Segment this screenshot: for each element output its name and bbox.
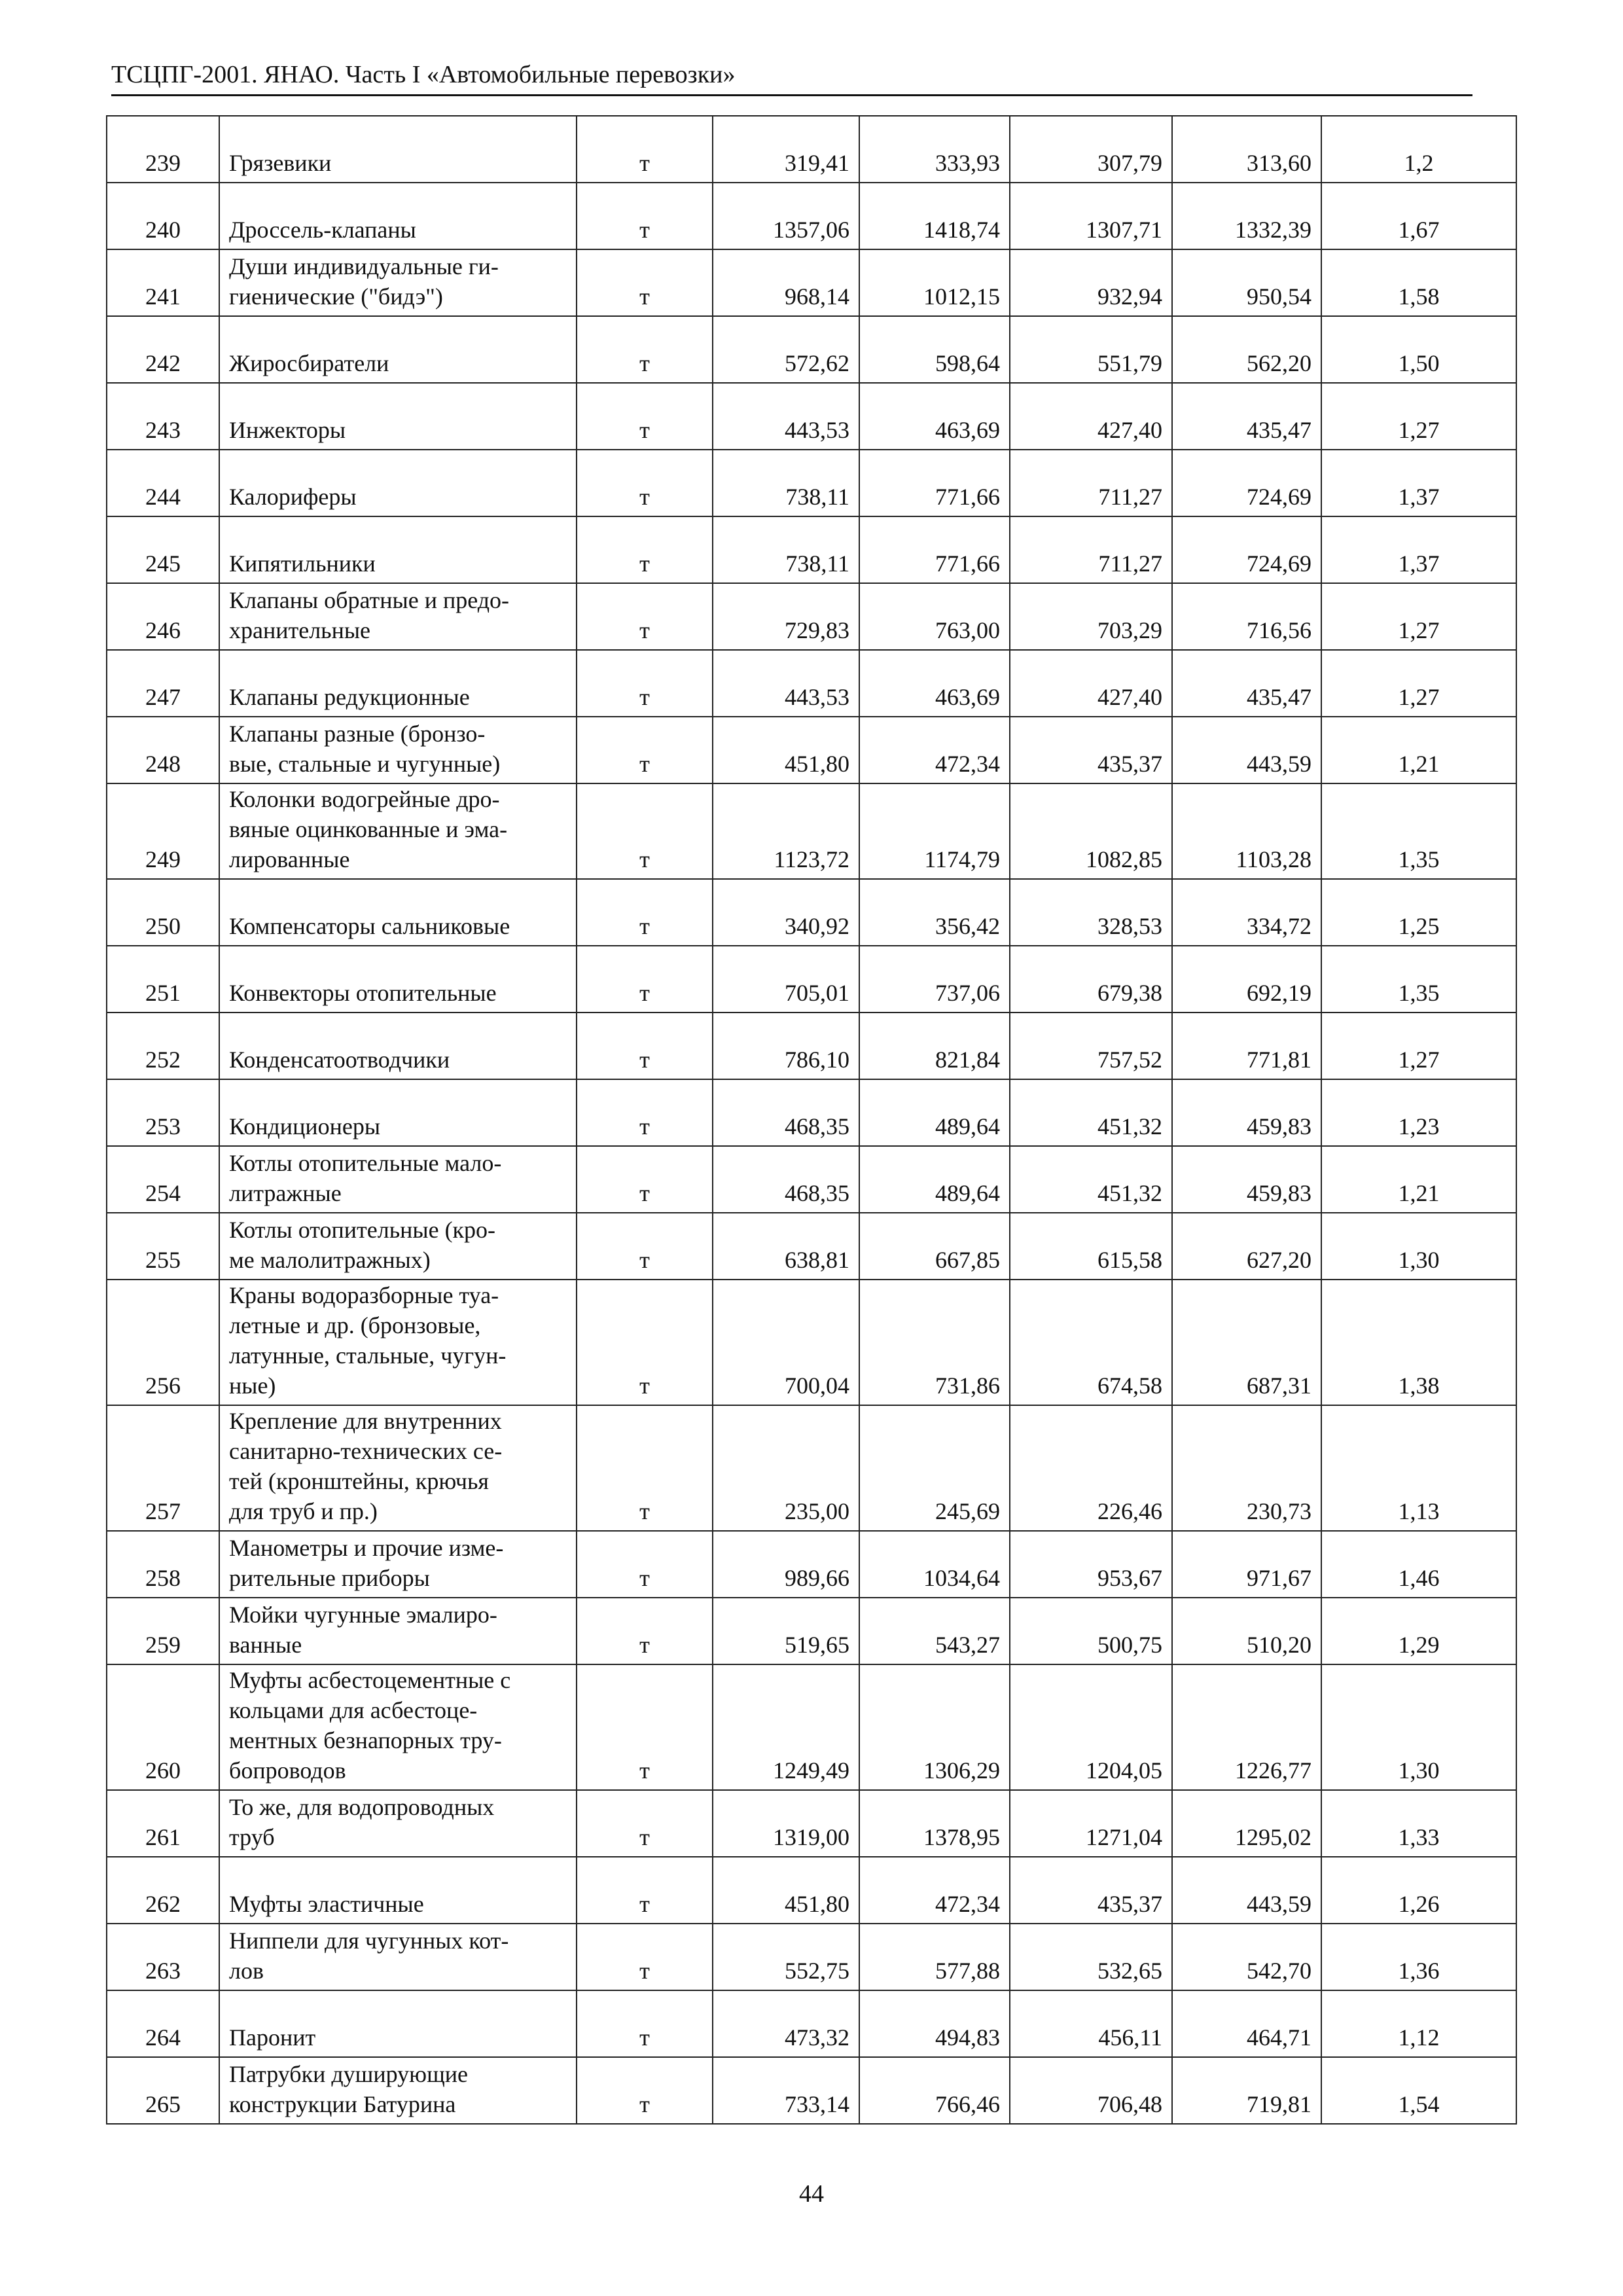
price-1: 319,41 [713, 116, 859, 183]
table-row [107, 1013, 1516, 1079]
item-name: Клапаны обратные и предо- хранительные [219, 583, 577, 650]
price-2: 543,27 [859, 1598, 1010, 1664]
row-number: 253 [107, 1079, 219, 1146]
price-4: 459,83 [1172, 1079, 1321, 1146]
row-number: 254 [107, 1146, 219, 1213]
price-3: 1271,04 [1010, 1790, 1172, 1857]
unit: т [577, 450, 713, 516]
price-1: 733,14 [713, 2057, 859, 2124]
price-4: 562,20 [1172, 316, 1321, 383]
price-1: 786,10 [713, 1013, 859, 1079]
table-row [107, 2057, 1516, 2124]
row-number: 239 [107, 116, 219, 183]
coefficient: 1,23 [1321, 1079, 1516, 1146]
row-number: 242 [107, 316, 219, 383]
table-row [107, 1990, 1516, 2057]
table-row [107, 1924, 1516, 1990]
item-name: Кондиционеры [219, 1079, 577, 1146]
price-3: 711,27 [1010, 450, 1172, 516]
row-number: 264 [107, 1990, 219, 2057]
item-name: Котлы отопительные (кро- ме малолитражных) [219, 1213, 577, 1280]
unit: т [577, 1790, 713, 1857]
price-3: 1082,85 [1010, 783, 1172, 879]
item-name: Крепление для внутренних санитарно-технических се- тей (кронштейны, крючья для труб и пр.) [219, 1405, 577, 1531]
item-name: Конвекторы отопительные [219, 946, 577, 1013]
price-2: 494,83 [859, 1990, 1010, 2057]
row-number: 249 [107, 783, 219, 879]
coefficient: 1,27 [1321, 1013, 1516, 1079]
price-2: 1418,74 [859, 183, 1010, 249]
row-number: 262 [107, 1857, 219, 1924]
price-4: 435,47 [1172, 650, 1321, 717]
price-1: 1123,72 [713, 783, 859, 879]
price-3: 456,11 [1010, 1990, 1172, 2057]
price-2: 737,06 [859, 946, 1010, 1013]
price-4: 313,60 [1172, 116, 1321, 183]
unit: т [577, 946, 713, 1013]
item-name: Муфты эластичные [219, 1857, 577, 1924]
row-number: 257 [107, 1405, 219, 1531]
price-2: 245,69 [859, 1405, 1010, 1531]
price-2: 821,84 [859, 1013, 1010, 1079]
row-number: 240 [107, 183, 219, 249]
unit: т [577, 1079, 713, 1146]
row-number: 248 [107, 717, 219, 783]
price-1: 473,32 [713, 1990, 859, 2057]
row-number: 244 [107, 450, 219, 516]
row-number: 252 [107, 1013, 219, 1079]
price-1: 451,80 [713, 717, 859, 783]
row-number: 260 [107, 1664, 219, 1790]
row-number: 246 [107, 583, 219, 650]
price-1: 340,92 [713, 879, 859, 946]
coefficient: 1,12 [1321, 1990, 1516, 2057]
coefficient: 1,50 [1321, 316, 1516, 383]
item-name: Клапаны редукционные [219, 650, 577, 717]
price-2: 1034,64 [859, 1531, 1010, 1598]
table-row [107, 383, 1516, 450]
price-1: 552,75 [713, 1924, 859, 1990]
row-number: 259 [107, 1598, 219, 1664]
coefficient: 1,35 [1321, 783, 1516, 879]
price-1: 700,04 [713, 1280, 859, 1405]
price-1: 638,81 [713, 1213, 859, 1280]
price-2: 333,93 [859, 116, 1010, 183]
row-number: 250 [107, 879, 219, 946]
table-row [107, 1146, 1516, 1213]
item-name: Компенсаторы сальниковые [219, 879, 577, 946]
table-row [107, 316, 1516, 383]
table-row [107, 450, 1516, 516]
price-2: 771,66 [859, 450, 1010, 516]
price-4: 459,83 [1172, 1146, 1321, 1213]
row-number: 251 [107, 946, 219, 1013]
price-2: 1012,15 [859, 249, 1010, 316]
price-3: 703,29 [1010, 583, 1172, 650]
item-name: Грязевики [219, 116, 577, 183]
coefficient: 1,27 [1321, 383, 1516, 450]
item-name: Манометры и прочие изме- рительные приборы [219, 1531, 577, 1598]
row-number: 258 [107, 1531, 219, 1598]
item-name: Дроссель-клапаны [219, 183, 577, 249]
coefficient: 1,29 [1321, 1598, 1516, 1664]
table-row [107, 1531, 1516, 1598]
item-name: Краны водоразборные туа- летные и др. (бронзовые, латунные, стальные, чугун- ные) [219, 1280, 577, 1405]
item-name: Клапаны разные (бронзо- вые, стальные и чугунные) [219, 717, 577, 783]
price-3: 757,52 [1010, 1013, 1172, 1079]
item-name: Конденсатоотводчики [219, 1013, 577, 1079]
price-2: 731,86 [859, 1280, 1010, 1405]
price-1: 968,14 [713, 249, 859, 316]
price-4: 1103,28 [1172, 783, 1321, 879]
price-2: 1306,29 [859, 1664, 1010, 1790]
price-1: 235,00 [713, 1405, 859, 1531]
price-3: 1307,71 [1010, 183, 1172, 249]
price-3: 932,94 [1010, 249, 1172, 316]
price-1: 451,80 [713, 1857, 859, 1924]
unit: т [577, 1990, 713, 2057]
item-name: Души индивидуальные ги- гиенические ("бидэ") [219, 249, 577, 316]
item-name: Мойки чугунные эмалиро- ванные [219, 1598, 577, 1664]
table-row [107, 1857, 1516, 1924]
price-3: 427,40 [1010, 650, 1172, 717]
item-name: Котлы отопительные мало- литражные [219, 1146, 577, 1213]
price-4: 230,73 [1172, 1405, 1321, 1531]
unit: т [577, 1598, 713, 1664]
unit: т [577, 116, 713, 183]
price-4: 724,69 [1172, 516, 1321, 583]
price-2: 763,00 [859, 583, 1010, 650]
header-rule [111, 94, 1472, 96]
unit: т [577, 516, 713, 583]
price-2: 489,64 [859, 1079, 1010, 1146]
item-name: Муфты асбестоцементные с кольцами для асбестоце- ментных безнапорных тру- бопроводов [219, 1664, 577, 1790]
unit: т [577, 183, 713, 249]
price-3: 500,75 [1010, 1598, 1172, 1664]
price-4: 1332,39 [1172, 183, 1321, 249]
price-3: 551,79 [1010, 316, 1172, 383]
coefficient: 1,54 [1321, 2057, 1516, 2124]
unit: т [577, 1924, 713, 1990]
coefficient: 1,30 [1321, 1213, 1516, 1280]
price-1: 519,65 [713, 1598, 859, 1664]
unit: т [577, 717, 713, 783]
document-header: ТСЦПГ-2001. ЯНАО. Часть I «Автомобильные перевозки» [111, 61, 736, 88]
price-1: 738,11 [713, 516, 859, 583]
price-1: 705,01 [713, 946, 859, 1013]
price-3: 451,32 [1010, 1079, 1172, 1146]
unit: т [577, 2057, 713, 2124]
table-row [107, 516, 1516, 583]
row-number: 241 [107, 249, 219, 316]
price-3: 1204,05 [1010, 1664, 1172, 1790]
unit: т [577, 650, 713, 717]
table-row [107, 946, 1516, 1013]
coefficient: 1,25 [1321, 879, 1516, 946]
coefficient: 1,37 [1321, 450, 1516, 516]
unit: т [577, 783, 713, 879]
item-name: Ниппели для чугунных кот- лов [219, 1924, 577, 1990]
price-4: 971,67 [1172, 1531, 1321, 1598]
price-3: 953,67 [1010, 1531, 1172, 1598]
price-4: 1226,77 [1172, 1664, 1321, 1790]
price-2: 472,34 [859, 1857, 1010, 1924]
table-row [107, 1790, 1516, 1857]
price-2: 1378,95 [859, 1790, 1010, 1857]
table-body [107, 116, 1516, 2124]
coefficient: 1,58 [1321, 249, 1516, 316]
row-number: 265 [107, 2057, 219, 2124]
row-number: 245 [107, 516, 219, 583]
coefficient: 1,36 [1321, 1924, 1516, 1990]
row-number: 255 [107, 1213, 219, 1280]
price-3: 679,38 [1010, 946, 1172, 1013]
price-2: 463,69 [859, 383, 1010, 450]
price-3: 427,40 [1010, 383, 1172, 450]
coefficient: 1,13 [1321, 1405, 1516, 1531]
unit: т [577, 383, 713, 450]
row-number: 247 [107, 650, 219, 717]
price-3: 532,65 [1010, 1924, 1172, 1990]
price-3: 706,48 [1010, 2057, 1172, 2124]
coefficient: 1,2 [1321, 116, 1516, 183]
item-name: Жиросбиратели [219, 316, 577, 383]
table-row [107, 1664, 1516, 1790]
coefficient: 1,21 [1321, 717, 1516, 783]
item-name: Колонки водогрейные дро- вяные оцинкованные и эма- лированные [219, 783, 577, 879]
table-row [107, 1598, 1516, 1664]
price-1: 1249,49 [713, 1664, 859, 1790]
price-4: 542,70 [1172, 1924, 1321, 1990]
unit: т [577, 1857, 713, 1924]
price-1: 468,35 [713, 1079, 859, 1146]
price-4: 687,31 [1172, 1280, 1321, 1405]
price-4: 464,71 [1172, 1990, 1321, 2057]
price-1: 572,62 [713, 316, 859, 383]
price-1: 443,53 [713, 650, 859, 717]
table-row [107, 1079, 1516, 1146]
price-4: 724,69 [1172, 450, 1321, 516]
price-1: 468,35 [713, 1146, 859, 1213]
price-3: 451,32 [1010, 1146, 1172, 1213]
price-4: 692,19 [1172, 946, 1321, 1013]
coefficient: 1,46 [1321, 1531, 1516, 1598]
item-name: Паронит [219, 1990, 577, 2057]
unit: т [577, 1531, 713, 1598]
price-1: 443,53 [713, 383, 859, 450]
coefficient: 1,30 [1321, 1664, 1516, 1790]
table-row [107, 650, 1516, 717]
coefficient: 1,26 [1321, 1857, 1516, 1924]
price-4: 1295,02 [1172, 1790, 1321, 1857]
unit: т [577, 1405, 713, 1531]
row-number: 243 [107, 383, 219, 450]
item-name: Патрубки душирующие конструкции Батурина [219, 2057, 577, 2124]
table-row [107, 783, 1516, 879]
item-name: То же, для водопроводных труб [219, 1790, 577, 1857]
coefficient: 1,37 [1321, 516, 1516, 583]
price-2: 356,42 [859, 879, 1010, 946]
coefficient: 1,27 [1321, 583, 1516, 650]
price-4: 950,54 [1172, 249, 1321, 316]
price-3: 226,46 [1010, 1405, 1172, 1531]
price-3: 674,58 [1010, 1280, 1172, 1405]
price-2: 472,34 [859, 717, 1010, 783]
coefficient: 1,21 [1321, 1146, 1516, 1213]
price-2: 489,64 [859, 1146, 1010, 1213]
price-3: 615,58 [1010, 1213, 1172, 1280]
unit: т [577, 1664, 713, 1790]
table-row [107, 717, 1516, 783]
price-2: 577,88 [859, 1924, 1010, 1990]
unit: т [577, 583, 713, 650]
price-1: 1319,00 [713, 1790, 859, 1857]
table-row [107, 1280, 1516, 1405]
price-2: 598,64 [859, 316, 1010, 383]
table-row [107, 1213, 1516, 1280]
row-number: 261 [107, 1790, 219, 1857]
row-number: 256 [107, 1280, 219, 1405]
price-table [106, 115, 1517, 2125]
price-4: 435,47 [1172, 383, 1321, 450]
price-2: 463,69 [859, 650, 1010, 717]
price-4: 510,20 [1172, 1598, 1321, 1664]
price-4: 334,72 [1172, 879, 1321, 946]
price-4: 443,59 [1172, 1857, 1321, 1924]
page-number: 44 [799, 2180, 824, 2208]
price-3: 711,27 [1010, 516, 1172, 583]
price-4: 719,81 [1172, 2057, 1321, 2124]
unit: т [577, 1213, 713, 1280]
table-row [107, 1405, 1516, 1531]
price-1: 1357,06 [713, 183, 859, 249]
item-name: Кипятильники [219, 516, 577, 583]
price-3: 435,37 [1010, 717, 1172, 783]
coefficient: 1,33 [1321, 1790, 1516, 1857]
price-2: 771,66 [859, 516, 1010, 583]
coefficient: 1,27 [1321, 650, 1516, 717]
row-number: 263 [107, 1924, 219, 1990]
price-3: 435,37 [1010, 1857, 1172, 1924]
table-row [107, 183, 1516, 249]
unit: т [577, 1013, 713, 1079]
coefficient: 1,38 [1321, 1280, 1516, 1405]
unit: т [577, 879, 713, 946]
price-1: 729,83 [713, 583, 859, 650]
unit: т [577, 316, 713, 383]
price-3: 328,53 [1010, 879, 1172, 946]
price-1: 989,66 [713, 1531, 859, 1598]
price-4: 771,81 [1172, 1013, 1321, 1079]
price-2: 766,46 [859, 2057, 1010, 2124]
item-name: Калориферы [219, 450, 577, 516]
coefficient: 1,67 [1321, 183, 1516, 249]
unit: т [577, 1280, 713, 1405]
table-row [107, 116, 1516, 183]
unit: т [577, 249, 713, 316]
price-3: 307,79 [1010, 116, 1172, 183]
price-4: 716,56 [1172, 583, 1321, 650]
price-4: 627,20 [1172, 1213, 1321, 1280]
price-2: 1174,79 [859, 783, 1010, 879]
price-1: 738,11 [713, 450, 859, 516]
price-4: 443,59 [1172, 717, 1321, 783]
price-2: 667,85 [859, 1213, 1010, 1280]
table-row [107, 583, 1516, 650]
item-name: Инжекторы [219, 383, 577, 450]
table-row [107, 879, 1516, 946]
table-row [107, 249, 1516, 316]
coefficient: 1,35 [1321, 946, 1516, 1013]
unit: т [577, 1146, 713, 1213]
